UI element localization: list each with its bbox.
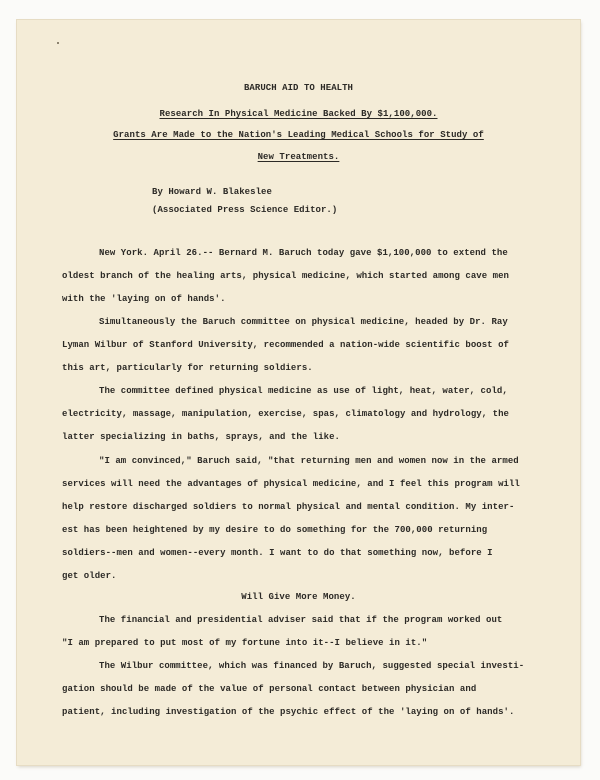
headline: BARUCH AID TO HEALTH xyxy=(243,83,354,93)
body-line: Lyman Wilbur of Stanford University, recommended a nation-wide scientific boost of xyxy=(62,340,509,350)
body-line: soldiers--men and women--every month. I want to do that something now, before I xyxy=(62,548,493,558)
body-line: with the 'laying on of hands'. xyxy=(62,294,226,304)
section-heading: Will Give More Money. xyxy=(241,592,356,602)
body-line: electricity, massage, manipulation, exercise, spas, climatology and hydrology, the xyxy=(62,409,509,419)
ink-speck xyxy=(57,42,59,44)
body-line: patient, including investigation of the psychic effect of the 'laying on of hands'. xyxy=(62,707,515,717)
body-line: Simultaneously the Baruch committee on physical medicine, headed by Dr. Ray xyxy=(99,317,508,327)
typewritten-page xyxy=(17,20,580,765)
body-line: oldest branch of the healing arts, physical medicine, which started among cave men xyxy=(62,271,509,281)
body-line: help restore discharged soldiers to normal physical and mental condition. My inter- xyxy=(62,502,515,512)
body-line: The financial and presidential adviser said that if the program worked out xyxy=(99,615,503,625)
body-line: get older. xyxy=(62,571,117,581)
body-line: est has been heightened by my desire to do something for the 700,000 returning xyxy=(62,525,488,535)
byline-title: (Associated Press Science Editor.) xyxy=(152,205,338,215)
subhead-research: Research In Physical Medicine Backed By $1,100,000. xyxy=(159,109,438,119)
body-line: New York. April 26.-- Bernard M. Baruch today gave $1,100,000 to extend the xyxy=(99,248,508,258)
body-line: services will need the advantages of physical medicine, and I feel this program will xyxy=(62,479,520,489)
subhead-grants-line-1: Grants Are Made to the Nation's Leading Medical Schools for Study of xyxy=(113,130,484,140)
byline-name: By Howard W. Blakeslee xyxy=(152,187,272,197)
body-line: latter specializing in baths, sprays, and the like. xyxy=(62,432,340,442)
body-line: "I am convinced," Baruch said, "that returning men and women now in the armed xyxy=(99,456,519,466)
body-line: gation should be made of the value of personal contact between physician and xyxy=(62,684,477,694)
subhead-grants-line-2: New Treatments. xyxy=(257,152,340,162)
body-line: The Wilbur committee, which was financed by Baruch, suggested special investi- xyxy=(99,661,525,671)
body-line: The committee defined physical medicine as use of light, heat, water, cold, xyxy=(99,386,508,396)
body-line: this art, particularly for returning soldiers. xyxy=(62,363,313,373)
body-line: "I am prepared to put most of my fortune into it--I believe in it." xyxy=(62,638,428,648)
